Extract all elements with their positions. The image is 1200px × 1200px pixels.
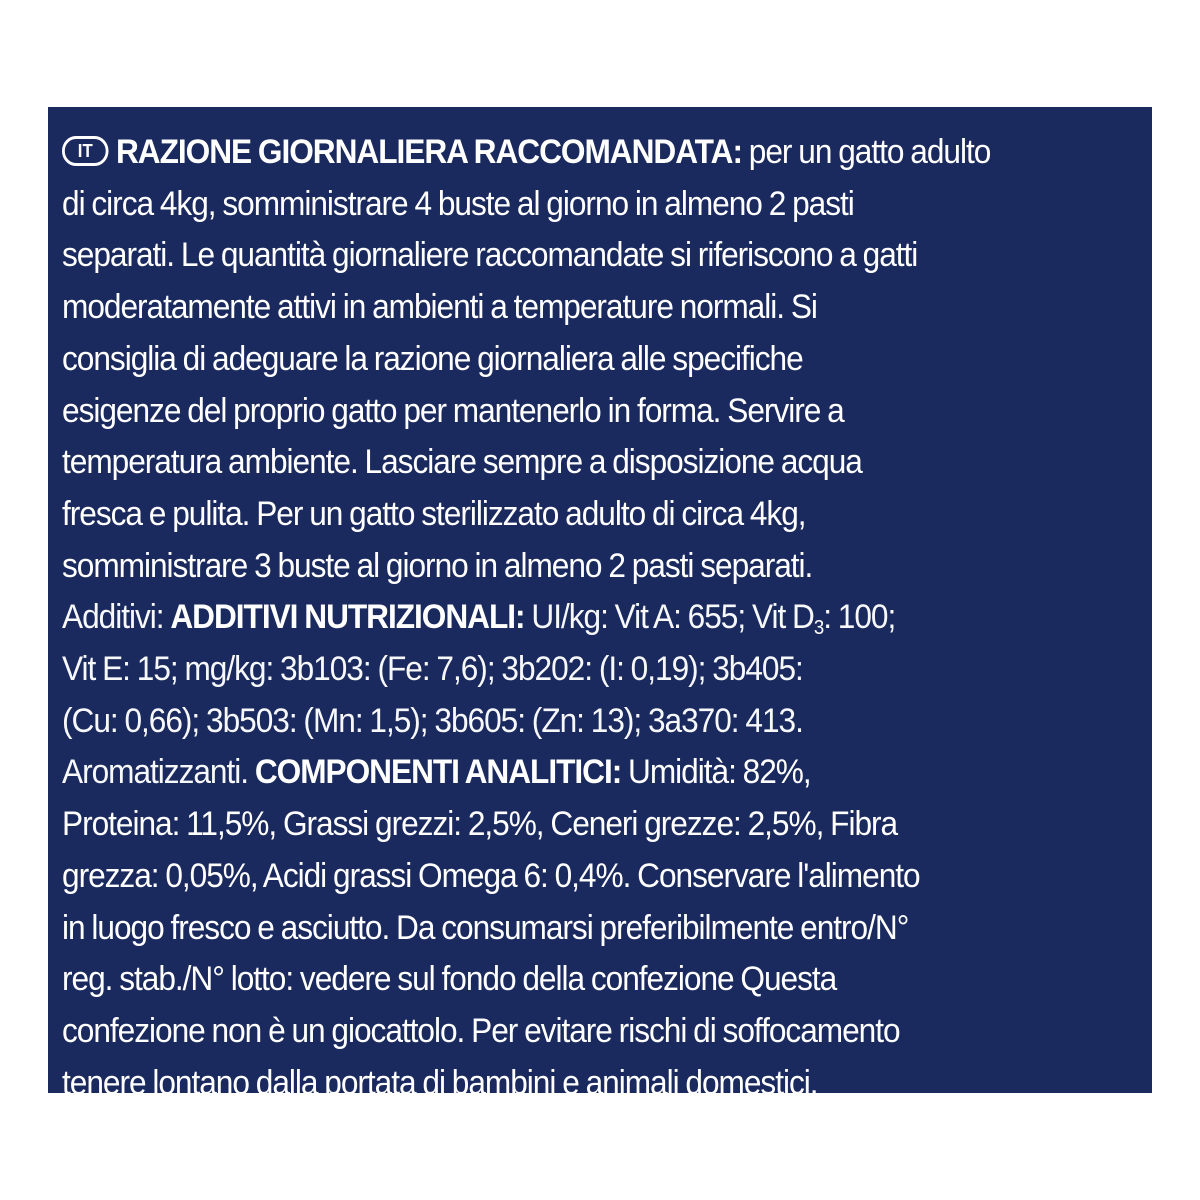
- text-line-10: [62, 592, 1159, 644]
- text-line-13: [62, 747, 1159, 799]
- text-line-4: moderatamente attivi in ambienti a temperature normali. Si: [62, 288, 817, 327]
- language-badge-it: IT: [62, 136, 109, 166]
- flavourings-label: Aromatizzanti.: [62, 753, 255, 792]
- heading-analytical-components: COMPONENTI ANALITICI:: [254, 753, 622, 792]
- text-line-7: temperatura ambiente. Lasciare sempre a disposizione acqua: [62, 443, 862, 482]
- subscript-3: 3: [813, 617, 824, 640]
- text-line-14: Proteina: 11,5%, Grassi grezzi: 2,5%, Ceneri grezze: 2,5%, Fibra: [62, 805, 898, 844]
- text-line-2: di circa 4kg, somministrare 4 buste al giorno in almeno 2 pasti: [62, 184, 854, 223]
- text-segment: per un gatto adulto: [741, 133, 991, 171]
- text-line-8: fresca e pulita. Per un gatto sterilizzato adulto di circa 4kg,: [62, 494, 806, 533]
- text-line-19: tenere lontano dalla portata di bambini e animali domestici.: [62, 1063, 818, 1102]
- text-line-11: Vit E: 15; mg/kg: 3b103: (Fe: 7,6); 3b202: (I: 0,19); 3b405:: [62, 650, 803, 689]
- text-line-18: confezione non è un giocattolo. Per evitare rischi di soffocamento: [62, 1011, 900, 1050]
- text-line-1: [62, 127, 1159, 179]
- text-line-12: (Cu: 0,66); 3b503: (Mn: 1,5); 3b605: (Zn: 13); 3a370: 413.: [62, 701, 803, 740]
- text-line-17: reg. stab./N° lotto: vedere sul fondo della confezione Questa: [62, 960, 837, 999]
- heading-nutritional-additives: ADDITIVI NUTRIZIONALI:: [170, 598, 525, 637]
- text-segment: : 100;: [823, 598, 896, 637]
- text-line-9: somministrare 3 buste al giorno in almeno 2 pasti separati.: [62, 546, 813, 585]
- text-segment: Umidità: 82%,: [621, 753, 811, 792]
- additives-label: Additivi:: [62, 598, 171, 637]
- text-line-3: separati. Le quantità giornaliere raccomandate si riferiscono a gatti: [62, 236, 918, 275]
- text-line-16: in luogo fresco e asciutto. Da consumarsi preferibilmente entro/N°: [62, 908, 909, 947]
- text-segment: UI/kg: Vit A: 655; Vit D: [524, 598, 814, 637]
- text-line-6: esigenze del proprio gatto per mantenerlo in forma. Servire a: [62, 391, 844, 430]
- text-line-5: consiglia di adeguare la razione giornaliera alle specifiche: [62, 339, 803, 378]
- text-line-15: grezza: 0,05%, Acidi grassi Omega 6: 0,4%. Conservare l'alimento: [62, 856, 920, 895]
- label-panel: [48, 107, 1152, 1102]
- heading-daily-ration: RAZIONE GIORNALIERA RACCOMANDATA:: [115, 133, 742, 171]
- feeding-instructions-text: [62, 127, 1159, 1109]
